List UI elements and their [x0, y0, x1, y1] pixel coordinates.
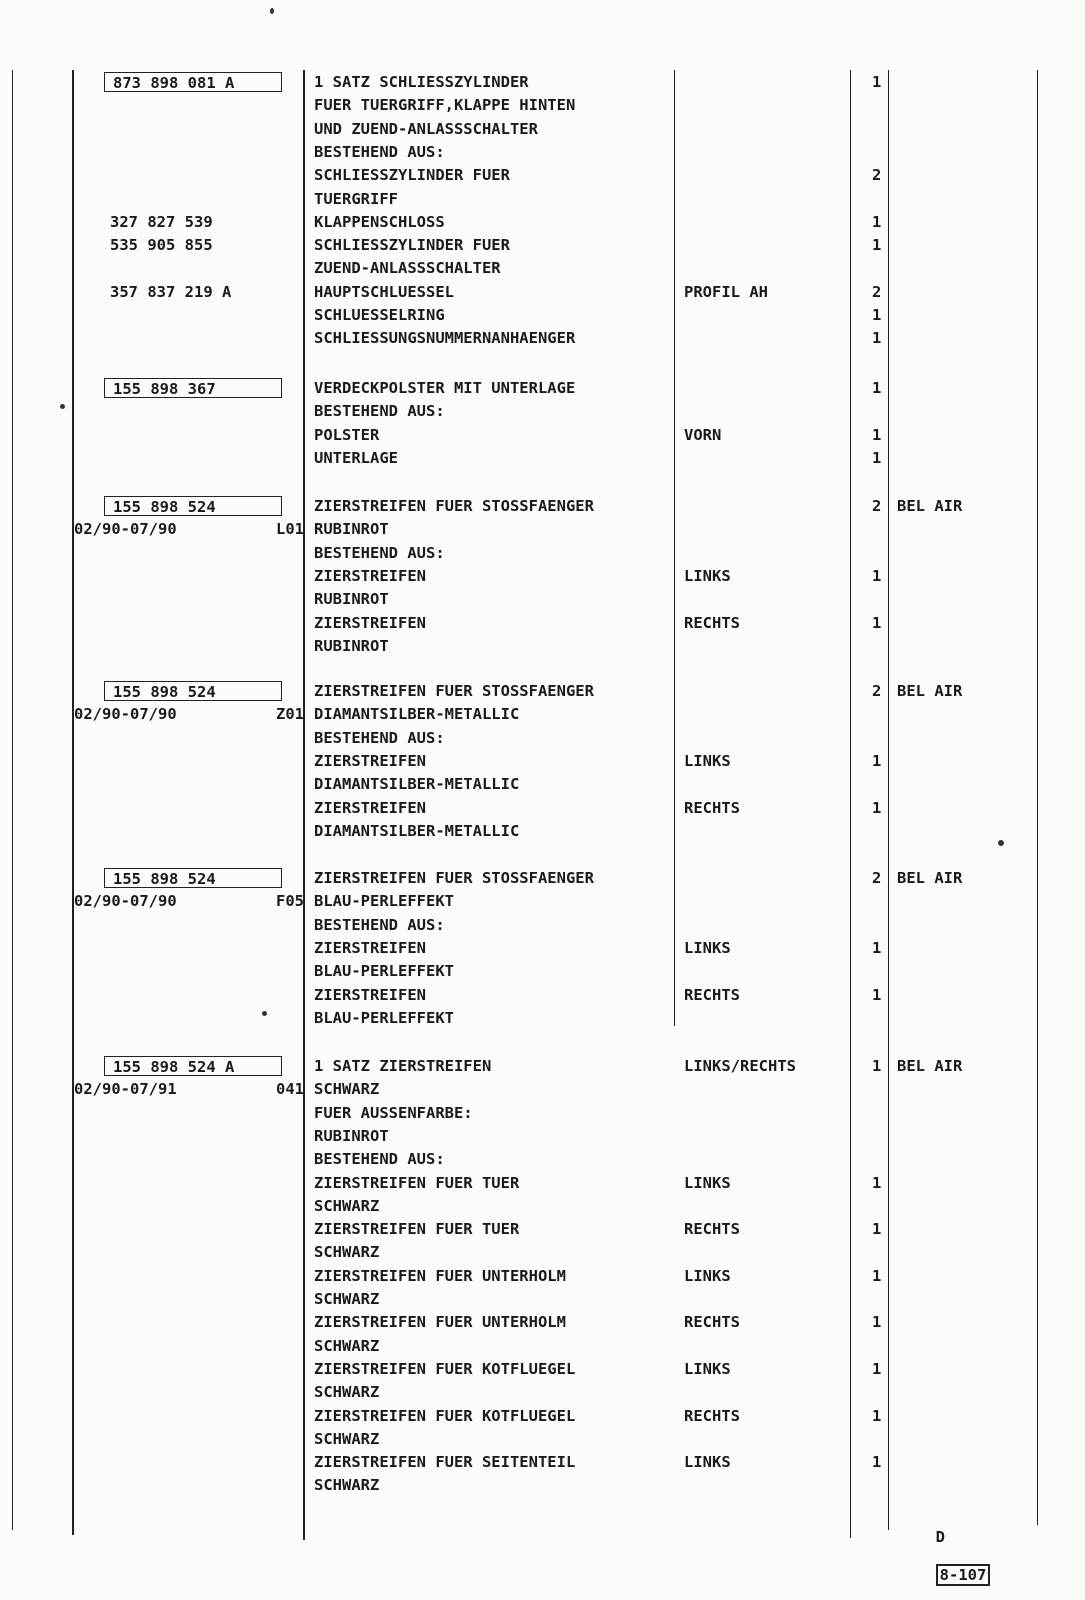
- model-name: BEL AIR: [897, 497, 963, 515]
- item-description: ZIERSTREIFEN: [314, 566, 426, 585]
- item-description: DIAMANTSILBER-METALLIC: [314, 775, 520, 794]
- item-quantity: 1: [872, 566, 882, 585]
- item-description: SCHLIESSUNGSNUMMERNANHAENGER: [314, 329, 576, 348]
- item-description: DIAMANTSILBER-METALLIC: [314, 821, 520, 840]
- item-quantity: 1: [872, 1313, 882, 1332]
- rule-note: [674, 70, 675, 1026]
- item-note: LINKS: [684, 566, 731, 585]
- item-quantity: 1: [872, 306, 882, 324]
- sub-part-number: 327 827 539: [110, 212, 213, 231]
- item-description: ZIERSTREIFEN FUER SEITENTEIL: [314, 1453, 576, 1472]
- item-quantity: 1: [872, 1173, 882, 1192]
- item-description: SCHWARZ: [314, 1336, 380, 1355]
- item-description: TUERGRIFF: [314, 189, 398, 208]
- item-quantity: 1: [872, 985, 882, 1004]
- item-note: RECHTS: [684, 1220, 740, 1239]
- item-quantity: 1: [872, 1266, 882, 1285]
- item-note: LINKS: [684, 1266, 731, 1285]
- item-quantity: 2: [872, 282, 882, 301]
- item-description: BLAU-PERLEFFEKT: [314, 962, 454, 981]
- item-description: VERDECKPOLSTER MIT UNTERLAGE: [314, 379, 576, 397]
- rule-desc: [303, 70, 305, 1540]
- item-description: BLAU-PERLEFFEKT: [314, 892, 454, 911]
- item-description: ZIERSTREIFEN: [314, 938, 426, 957]
- item-description: SCHLIESSZYLINDER FUER: [314, 166, 510, 185]
- item-description: ZIERSTREIFEN FUER STOSSFAENGER: [314, 497, 594, 515]
- part-number-box: 155 898 524: [104, 496, 282, 516]
- item-description: SCHWARZ: [314, 1429, 380, 1448]
- item-note: LINKS/RECHTS: [684, 1057, 796, 1075]
- item-description: SCHWARZ: [314, 1290, 380, 1308]
- color-code: 041: [276, 1080, 304, 1099]
- item-description: BESTEHEND AUS:: [314, 543, 445, 562]
- page-number: 8-107: [936, 1564, 991, 1586]
- item-note: RECHTS: [684, 1406, 740, 1425]
- item-description: SCHLIESSZYLINDER FUER: [314, 236, 510, 255]
- part-number-box: 155 898 524: [104, 681, 282, 701]
- item-description: UNTERLAGE: [314, 448, 398, 467]
- item-note: LINKS: [684, 1173, 731, 1192]
- item-description: ZUEND-ANLASSSCHALTER: [314, 259, 501, 278]
- sub-part-number: 357 837 219 A: [110, 282, 232, 301]
- item-description: ZIERSTREIFEN: [314, 613, 426, 632]
- item-quantity: 1: [872, 1359, 882, 1378]
- scan-speck: [60, 404, 65, 409]
- item-description: 1 SATZ ZIERSTREIFEN: [314, 1057, 492, 1075]
- item-quantity: 1: [872, 613, 882, 632]
- color-code: F05: [276, 892, 304, 911]
- item-quantity: 1: [872, 329, 882, 348]
- item-quantity: 1: [872, 212, 882, 231]
- item-quantity: 1: [872, 236, 882, 255]
- item-description: BESTEHEND AUS:: [314, 402, 445, 421]
- item-description: SCHWARZ: [314, 1383, 380, 1402]
- validity-range: 02/90-07/90: [74, 520, 177, 539]
- item-quantity: 1: [872, 798, 882, 817]
- item-description: SCHWARZ: [314, 1080, 380, 1099]
- item-description: POLSTER: [314, 425, 380, 444]
- item-description: ZIERSTREIFEN: [314, 751, 426, 770]
- page-footer: [917, 1510, 990, 1586]
- model-name: BEL AIR: [897, 869, 963, 887]
- item-note: VORN: [684, 425, 722, 444]
- item-description: BLAU-PERLEFFEKT: [314, 1008, 454, 1027]
- item-description: ZIERSTREIFEN FUER STOSSFAENGER: [314, 869, 594, 887]
- rule-qty-left: [850, 70, 851, 1538]
- item-description: BESTEHEND AUS:: [314, 915, 445, 934]
- scan-speck: [270, 8, 274, 14]
- part-number-box: 155 898 367: [104, 378, 282, 398]
- model-name: BEL AIR: [897, 682, 963, 700]
- item-description: ZIERSTREIFEN FUER KOTFLUEGEL: [314, 1359, 576, 1378]
- item-quantity: 2: [872, 497, 882, 515]
- item-quantity: 1: [872, 1220, 882, 1239]
- item-description: RUBINROT: [314, 520, 389, 539]
- item-note: RECHTS: [684, 613, 740, 632]
- item-description: DIAMANTSILBER-METALLIC: [314, 705, 520, 724]
- color-code: L01: [276, 520, 304, 539]
- item-description: SCHWARZ: [314, 1243, 380, 1262]
- item-description: ZIERSTREIFEN: [314, 985, 426, 1004]
- scan-speck: [262, 1011, 267, 1016]
- item-description: ZIERSTREIFEN FUER KOTFLUEGEL: [314, 1406, 576, 1425]
- item-description: BESTEHEND AUS:: [314, 1150, 445, 1169]
- item-quantity: 1: [872, 425, 882, 444]
- item-quantity: 1: [872, 1057, 882, 1075]
- item-note: LINKS: [684, 938, 731, 957]
- part-number-box: 155 898 524: [104, 868, 282, 888]
- item-description: ZIERSTREIFEN FUER UNTERHOLM: [314, 1313, 566, 1332]
- model-name: BEL AIR: [897, 1057, 963, 1075]
- item-note: PROFIL AH: [684, 282, 768, 301]
- item-quantity: 1: [872, 379, 882, 397]
- item-quantity: 1: [872, 1406, 882, 1425]
- sub-part-number: 535 905 855: [110, 236, 213, 255]
- validity-range: 02/90-07/91: [74, 1080, 177, 1099]
- item-quantity: 1: [872, 938, 882, 957]
- item-description: RUBINROT: [314, 636, 389, 655]
- item-quantity: 2: [872, 166, 882, 185]
- section-letter: D: [935, 1528, 946, 1546]
- item-description: RUBINROT: [314, 1126, 389, 1145]
- validity-range: 02/90-07/90: [74, 892, 177, 911]
- part-number-box: 873 898 081 A: [104, 72, 282, 92]
- item-note: LINKS: [684, 1359, 731, 1378]
- item-quantity: 1: [872, 448, 882, 467]
- item-note: LINKS: [684, 1453, 731, 1472]
- item-description: SCHWARZ: [314, 1196, 380, 1215]
- item-description: ZIERSTREIFEN: [314, 798, 426, 817]
- item-description: BESTEHEND AUS:: [314, 728, 445, 747]
- item-note: RECHTS: [684, 798, 740, 817]
- item-note: RECHTS: [684, 985, 740, 1004]
- item-description: 1 SATZ SCHLIESSZYLINDER: [314, 73, 529, 91]
- item-description: RUBINROT: [314, 590, 389, 609]
- item-quantity: 2: [872, 869, 882, 887]
- item-description: KLAPPENSCHLOSS: [314, 212, 445, 231]
- item-quantity: 1: [872, 73, 882, 91]
- rule-left-margin: [12, 70, 13, 1530]
- item-description: ZIERSTREIFEN FUER STOSSFAENGER: [314, 682, 594, 700]
- item-description: SCHWARZ: [314, 1476, 380, 1495]
- item-description: FUER TUERGRIFF,KLAPPE HINTEN: [314, 96, 576, 115]
- item-quantity: 1: [872, 751, 882, 770]
- item-description: ZIERSTREIFEN FUER TUER: [314, 1220, 520, 1239]
- rule-qty-right: [888, 70, 889, 1530]
- item-description: ZIERSTREIFEN FUER TUER: [314, 1173, 520, 1192]
- item-description: FUER AUSSENFARBE:: [314, 1103, 473, 1122]
- item-note: RECHTS: [684, 1313, 740, 1332]
- item-quantity: 1: [872, 1453, 882, 1472]
- color-code: Z01: [276, 705, 304, 724]
- scan-speck: [998, 840, 1004, 846]
- item-description: UND ZUEND-ANLASSSCHALTER: [314, 119, 538, 138]
- item-description: HAUPTSCHLUESSEL: [314, 282, 454, 301]
- part-number-box: 155 898 524 A: [104, 1056, 282, 1076]
- item-quantity: 2: [872, 682, 882, 700]
- item-note: LINKS: [684, 751, 731, 770]
- item-description: SCHLUESSELRING: [314, 306, 445, 324]
- validity-range: 02/90-07/90: [74, 705, 177, 724]
- rule-left: [72, 70, 74, 1535]
- item-description: BESTEHEND AUS:: [314, 142, 445, 161]
- rule-right: [1037, 70, 1038, 1525]
- item-description: ZIERSTREIFEN FUER UNTERHOLM: [314, 1266, 566, 1285]
